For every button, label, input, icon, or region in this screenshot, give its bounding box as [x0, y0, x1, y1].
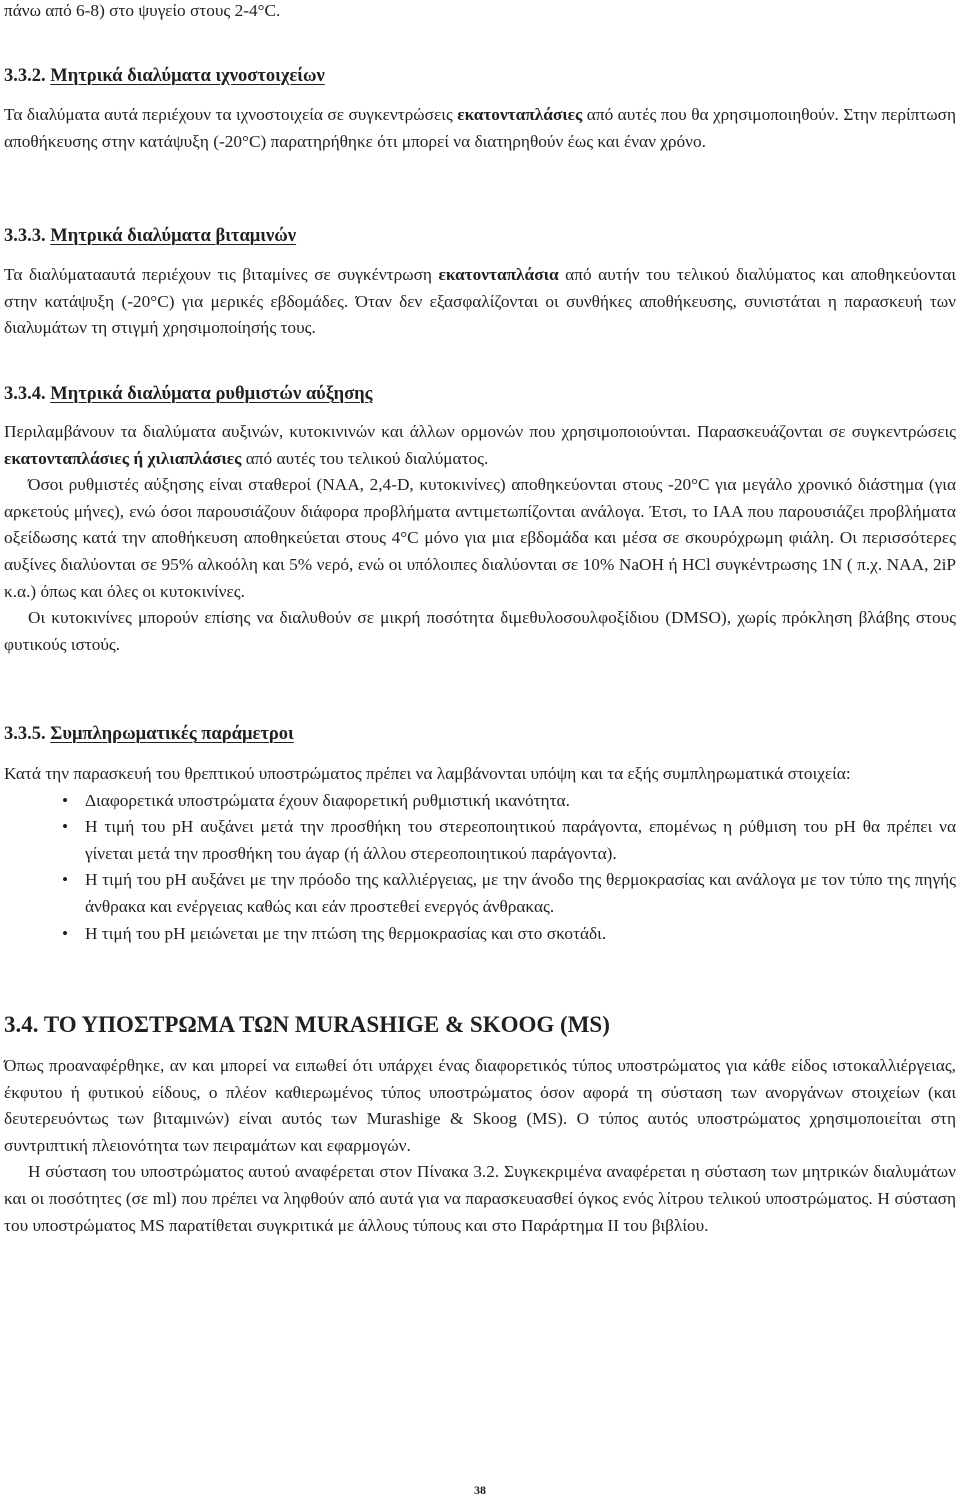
intro-paragraph: πάνω από 6-8) στο ψυγείο στους 2-4°C. [4, 1, 281, 20]
section-3-3-4-body [4, 419, 956, 658]
section-3-4-heading: 3.4. ΤΟ ΥΠΟΣΤΡΩΜΑ ΤΩΝ MURASHIGE & SKOOG (MS) [4, 1012, 610, 1037]
list-item-text: Η τιμή του pH μειώνεται με την πτώση της θερμοκρασίας και στο σκοτάδι. [85, 923, 607, 943]
bullet-icon: • [62, 790, 69, 810]
section-3-3-5-heading [4, 721, 956, 747]
section-number: 3.3.4. [4, 384, 46, 404]
bold-text: εκατονταπλάσιες [457, 105, 583, 124]
section-title: Συμπληρωματικές παράμετροι [50, 724, 294, 744]
section-3-3-5-body [4, 761, 956, 947]
section-3-3-3-heading [4, 223, 956, 249]
list-item [4, 921, 956, 948]
section-number: 3.3.5. [4, 724, 46, 744]
section-3-4-body [4, 1053, 956, 1239]
bold-text: εκατονταπλάσιες ή χιλιαπλάσιες [4, 448, 242, 468]
section-3-3-5-paragraph: Κατά την παρασκευή του θρεπτικού υποστρώματος πρέπει να λαμβάνονται υπόψη και τα εξής συμπληρωματικά στοιχεία: [4, 764, 851, 783]
section-title: Μητρικά διαλύματα βιταμινών [50, 226, 297, 246]
section-title: Μητρικά διαλύματα ρυθμιστών αύξησης [50, 384, 373, 404]
list-item-text: Η τιμή του pH αυξάνει με την πρόοδο της καλλιέργειας, με την άνοδο της θερμοκρασίας και ανάλογα με τον τύπο της πηγής άνθρακα και ενέργειας καθώς και εάν προστεθεί ενεργός άνθρακας. [85, 870, 956, 916]
text-run: από αυτήν του τελικού διαλύματος και αποθηκεύονται στην κατάψυξη (-20°C) για μερικές εβδομάδες. Όταν δεν εξασφαλίζονται οι συνθήκες αποθήκευσης, συνιστάται η παρασκευή των διαλυμάτων τη στιγμή χρησιμοποίησής τους. [4, 265, 956, 338]
section-3-4-paragraph-1: Όπως προαναφέρθηκε, αν και μπορεί να ειπωθεί ότι υπάρχει ένας διαφορετικός τύπος υποστρώματος για κάθε είδος ιστοκαλλιέργειας, έκφυτου ή φυτικού είδους, ο πλέον καθιερωμένος τύπος υποστρώματος όσον αφορά τη σύσταση των ανοργάνων στοιχείων (και δευτερευόντως των βιταμινών) είναι αυτός των Murashige & Skoog (MS). O τύπος αυτός υποστρώματος χρησιμοποιείται στη συντριπτική πλειονότητα των πειραμάτων και εφαρμογών. [4, 1056, 956, 1155]
text-run: Τα διαλύματααυτά περιέχουν τις βιταμίνες σε συγκέντρωση [4, 265, 439, 284]
section-3-3-4-paragraph-1 [4, 419, 956, 472]
section-3-3-2-paragraph [4, 102, 956, 155]
list-item-text: Διαφορετικά υποστρώματα έχουν διαφορετική ρυθμιστική ικανότητα. [85, 790, 570, 810]
section-number: 3.3.2. [4, 66, 46, 86]
bullet-icon: • [62, 817, 69, 837]
bullet-icon: • [62, 923, 69, 943]
bullet-icon: • [62, 870, 69, 890]
section-title: Μητρικά διαλύματα ιχνοστοιχείων [50, 66, 325, 86]
section-3-3-3-paragraph [4, 262, 956, 342]
section-3-3-2-heading [4, 63, 956, 89]
section-3-3-4-paragraph-2: Όσοι ρυθμιστές αύξησης είναι σταθεροί (NAA, 2,4-D, κυτοκινίνες) αποθηκεύονται στους -20°C για μεγάλο χρονικό διάστημα (για αρκετούς μήνες), ενώ όσοι παρουσιάζουν διάφορα προβλήματα αντιμετωπίζονται ανάλογα. Έτσι, το IAA που παρουσιάζει προβλήματα οξείδωσης κατά την αποθήκευση αποθηκεύεται στους 4°C μόνο για μια εβδομάδα και μέσα σε σκουρόχρωμη φιάλη. Οι περισσότερες αυξίνες διαλύονται σε 95% αλκοόλη και 5% νερό, ενώ οι υπόλοιπες διαλύονται σε 10% NaOH ή HCl συγκέντρωσης 1N ( π.χ. NAA, 2iP κ.α.) όπως και όλες οι κυτοκινίνες. [4, 475, 956, 601]
list-item-text: Η τιμή του pH αυξάνει μετά την προσθήκη του στερεοποιητικού παράγοντα, επομένως η ρύθμιση του pH θα πρέπει να γίνεται μετά την προσθήκη του άγαρ (ή άλλου στερεοποιητικού παράγοντα). [85, 817, 956, 863]
bold-text: εκατονταπλάσια [438, 265, 559, 284]
list-item [4, 814, 956, 867]
section-3-3-4-heading [4, 381, 956, 407]
parameter-list [4, 788, 956, 948]
section-number: 3.3.3. [4, 226, 46, 246]
section-3-3-4-paragraph-3: Οι κυτοκινίνες μπορούν επίσης να διαλυθούν σε μικρή ποσότητα διμεθυλοσουλφοξίδιου (DMSO), χωρίς πρόκληση βλάβης στους φυτικούς ιστούς. [4, 608, 956, 654]
text-run: Περιλαμβάνουν τα διαλύματα αυξινών, κυτοκινινών και άλλων ορμονών που χρησιμοποιούνται. Παρασκευάζονται σε συγκεντρώσεις [4, 422, 956, 441]
page-number: 38 [474, 1483, 486, 1497]
list-item [4, 788, 956, 815]
text-run: από αυτές που θα χρησιμοποιηθούν. Στην περίπτωση αποθήκευσης στην κατάψυξη (-20°C) παρατηρήθηκε ότι μπορεί να διατηρηθούν έως και έναν χρόνο. [4, 105, 956, 151]
text-run: Τα διαλύματα αυτά περιέχουν τα ιχνοστοιχεία σε συγκεντρώσεις [4, 105, 458, 124]
section-3-4-paragraph-2: Η σύσταση του υποστρώματος αυτού αναφέρεται στον Πίνακα 3.2. Συγκεκριμένα αναφέρεται η σύσταση των μητρικών διαλυμάτων και οι ποσότητες (σε ml) που πρέπει να ληφθούν από αυτά για να παρασκευασθεί όγκος ενός λίτρου τελικού υποστρώματος. Η σύσταση του υποστρώματος MS παρατίθεται συγκριτικά με άλλους τύπους και στο Παράρτημα ΙΙ του βιβλίου. [4, 1162, 956, 1235]
text-run: από αυτές του τελικού διαλύματος. [241, 448, 489, 468]
list-item [4, 867, 956, 920]
